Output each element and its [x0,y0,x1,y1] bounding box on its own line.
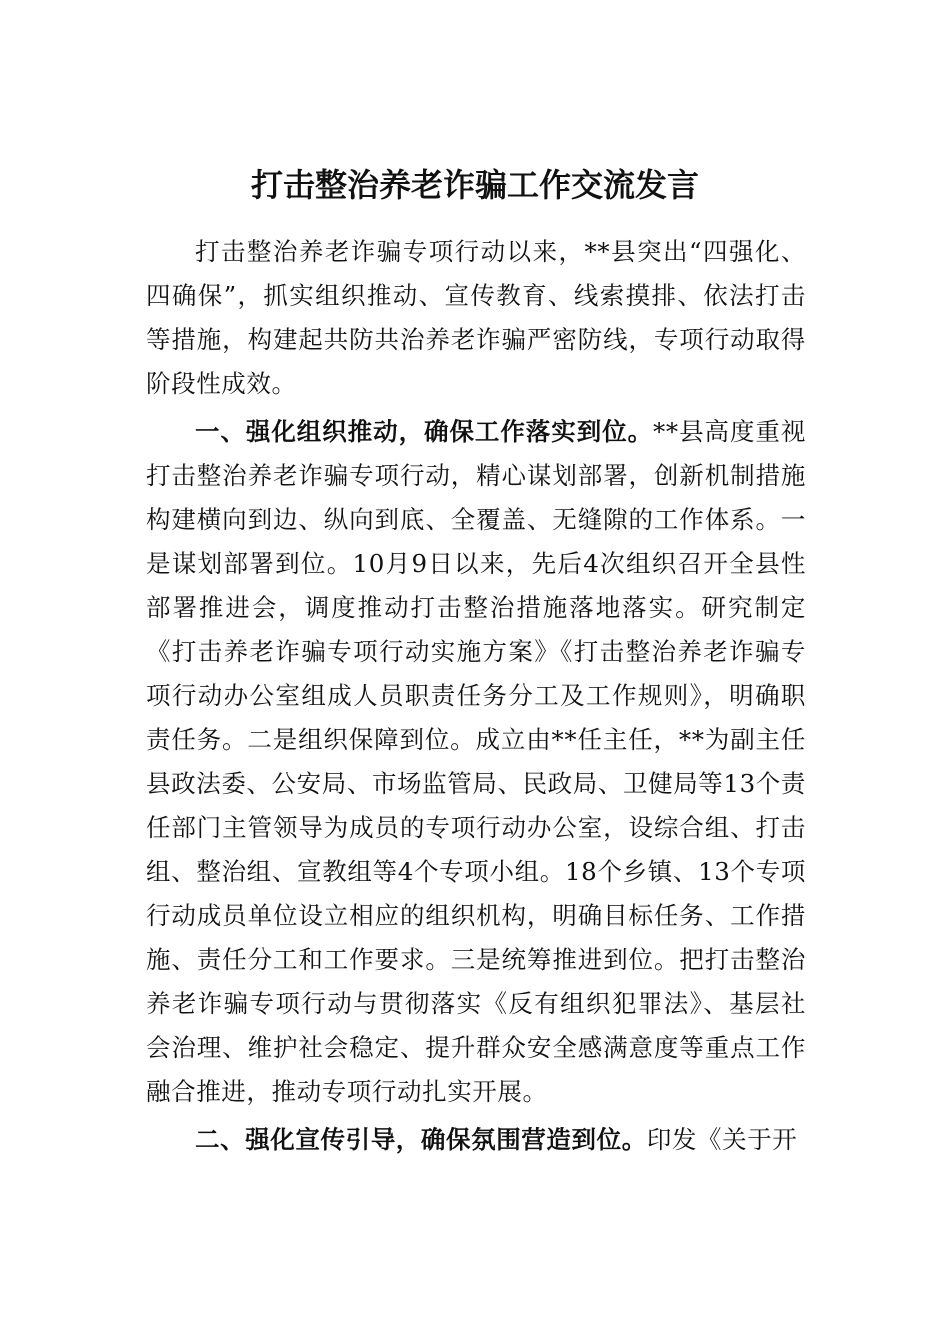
section-2-heading: 二、强化宣传引导，确保氛围营造到位。 [195,1125,647,1154]
intro-paragraph-text: 打击整治养老诈骗专项行动以来，**县突出“四强化、四确保”，抓实组织推动、宣传教育、线索摸排、依法打击等措施，构建起共防共治养老诈骗严密防线，专项行动取得阶段性成效。 [146,237,806,398]
document-body [146,230,806,1166]
section-2-text: 印发《关于开 [646,1125,798,1154]
section-1-paragraph [146,410,806,1114]
section-1-text: **县高度重视打击整治养老诈骗专项行动，精心谋划部署，创新机制措施构建横向到边、纵向到底、全覆盖、无缝隙的工作体系。一是谋划部署到位。10月9日以来，先后4次组织召开全县性部署推进会，调度推动打击整治措施落地落实。研究制定《打击养老诈骗专项行动实施方案》《打击整治养老诈骗专项行动办公室组成人员职责任务分工及工作规则》，明确职责任务。二是组织保障到位。成立由**任主任，**为副主任县政法委、公安局、市场监管局、民政局、卫健局等13个责任部门主管领导为成员的专项行动办公室，设综合组、打击组、整治组、宣教组等4个专项小组。18个乡镇、13个专项行动成员单位设立相应的组织机构，明确目标任务、工作措施、责任分工和工作要求。三是统筹推进到位。把打击整治养老诈骗专项行动与贯彻落实《反有组织犯罪法》、基层社会治理、维护社会稳定、提升群众安全感满意度等重点工作融合推进，推动专项行动扎实开展。 [146,417,806,1106]
intro-paragraph [146,230,806,406]
document-title: 打击整治养老诈骗工作交流发言 [250,166,699,204]
section-2-paragraph [146,1118,806,1162]
section-1-heading: 一、强化组织推动，确保工作落实到位。 [195,417,654,446]
